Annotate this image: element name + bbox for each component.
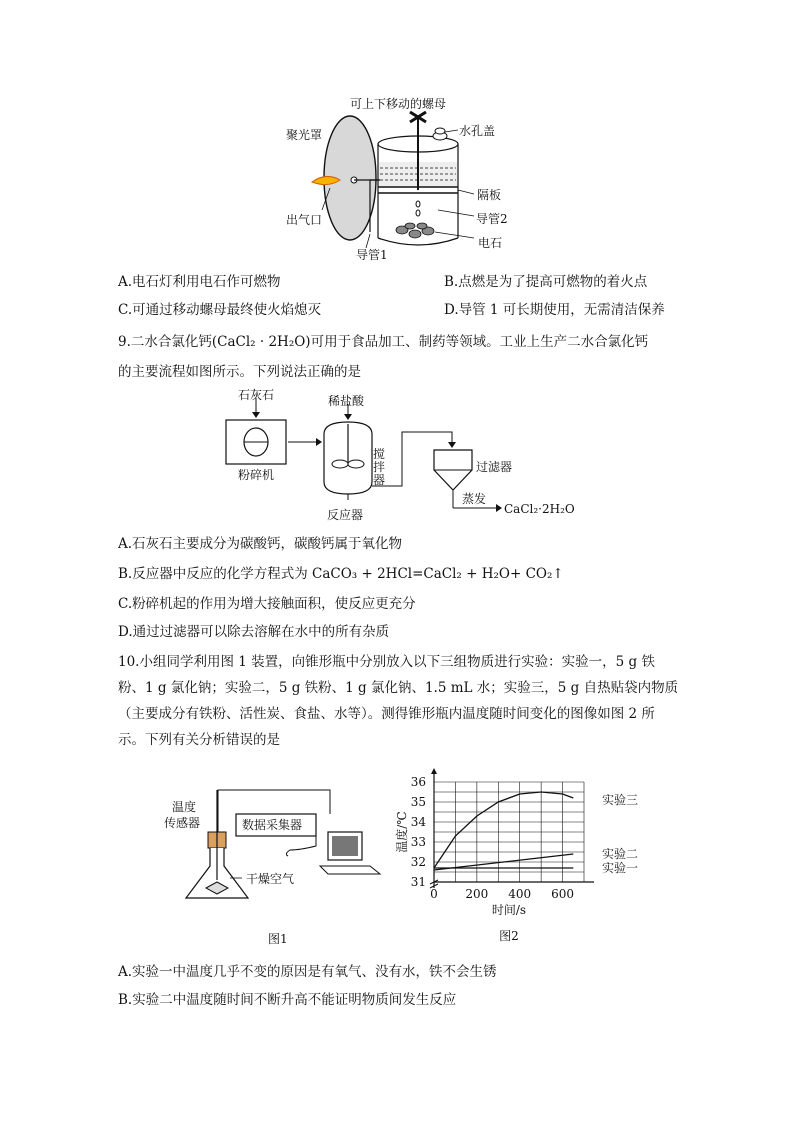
- q10-stem-line1: 10.小组同学利用图 1 装置，向锥形瓶中分别放入以下三组物质进行实验：实验一，5 g 铁: [118, 654, 655, 670]
- y-tick-label: 34: [410, 815, 426, 829]
- q9-option-c: C.粉碎机起的作用为增大接触面积，使反应更充分: [118, 596, 416, 612]
- flow-filter: 过滤器: [476, 460, 513, 474]
- q8-option-c: C.可通过移动螺母最终使火焰熄灭: [118, 302, 322, 318]
- flow-limestone: 石灰石: [238, 388, 275, 402]
- temperature-chart: [384, 764, 674, 944]
- x-tick-label: 200: [465, 887, 489, 901]
- q8-option-d: D.导管 1 可长期使用，无需清洁保养: [444, 302, 665, 318]
- fig1-sensor-line1: 温度: [172, 800, 197, 814]
- q9-option-b: B.反应器中反应的化学方程式为 CaCO₃ + 2HCl=CaCl₂ + H₂O+ CO₂↑: [118, 566, 564, 582]
- fig1-caption: 图1: [268, 932, 288, 946]
- y-tick-label: 36: [410, 775, 426, 789]
- q9-stem-line2: 的主要流程如图所示。下列说法正确的是: [118, 364, 361, 380]
- y-axis-arrow: [431, 768, 437, 774]
- q10-stem-line3: （主要成分有铁粉、活性炭、食盐、水等）。测得锥形瓶内温度随时间变化的图像如图 2 所: [118, 706, 655, 722]
- fig1-dry-air: 干燥空气: [246, 872, 295, 886]
- label-tube2: 导管2: [476, 212, 508, 226]
- q9-stem-line1: 9.二水合氯化钙(CaCl₂ · 2H₂O)可用于食品加工、制药等领域。工业上生产二水合氯化钙: [118, 334, 649, 350]
- x-axis-label: 时间/s: [491, 903, 527, 917]
- y-tick-label: 31: [410, 875, 426, 889]
- label-tube1: 导管1: [356, 248, 388, 262]
- flow-stirrer: 搅拌器: [373, 447, 386, 487]
- flow-product: CaCl₂·2H₂O: [504, 502, 575, 516]
- y-tick-label: 32: [410, 855, 426, 869]
- q10-option-b: B.实验二中温度随时间不断升高不能证明物质间发生反应: [118, 992, 457, 1008]
- experiment-apparatus-figure: [170, 770, 390, 910]
- label-outlet: 出气口: [286, 213, 323, 227]
- label-partition: 隔板: [477, 188, 502, 202]
- q10-option-a: A.实验一中温度几乎不变的原因是有氧气、没有水，铁不会生锈: [118, 964, 497, 980]
- fig2-caption: 图2: [499, 929, 519, 943]
- label-cap: 水孔盖: [459, 124, 496, 138]
- series-label-1: 实验三: [602, 793, 639, 807]
- q9-option-d: D.通过过滤器可以除去溶解在水中的所有杂质: [118, 624, 390, 640]
- series-label-2: 实验二: [602, 847, 639, 861]
- label-carbide: 电石: [478, 236, 503, 250]
- flow-reactor: 反应器: [327, 508, 364, 522]
- q10-stem-line2: 粉、1 g 氯化钠；实验二，5 g 铁粉、1 g 氯化钠、1.5 mL 水；实验三，5 g 自热贴袋内物质: [118, 680, 679, 696]
- flow-crusher: 粉碎机: [238, 468, 275, 482]
- x-tick-label: 0: [430, 887, 438, 901]
- y-tick-label: 35: [410, 795, 426, 809]
- label-nut: 可上下移动的螺母: [350, 97, 447, 111]
- series-label-3: 实验一: [602, 861, 639, 875]
- x-tick-label: 600: [551, 887, 575, 901]
- fig1-collector: 数据采集器: [242, 818, 303, 832]
- x-tick-label: 400: [508, 887, 532, 901]
- flow-evaporate: 蒸发: [462, 492, 487, 506]
- label-lampshade: 聚光罩: [286, 128, 323, 142]
- q10-stem-line4: 示。下列有关分析错误的是: [118, 732, 280, 748]
- q8-option-b: B.点燃是为了提高可燃物的着火点: [444, 274, 648, 290]
- q9-option-a: A.石灰石主要成分为碳酸钙，碳酸钙属于氧化物: [118, 536, 403, 552]
- y-axis-label: 温度/℃: [395, 811, 409, 853]
- flow-acid: 稀盐酸: [328, 394, 365, 408]
- q8-option-a: A.电石灯利用电石作可燃物: [118, 274, 281, 290]
- fig1-sensor-line2: 传感器: [164, 816, 201, 830]
- y-tick-label: 33: [410, 835, 426, 849]
